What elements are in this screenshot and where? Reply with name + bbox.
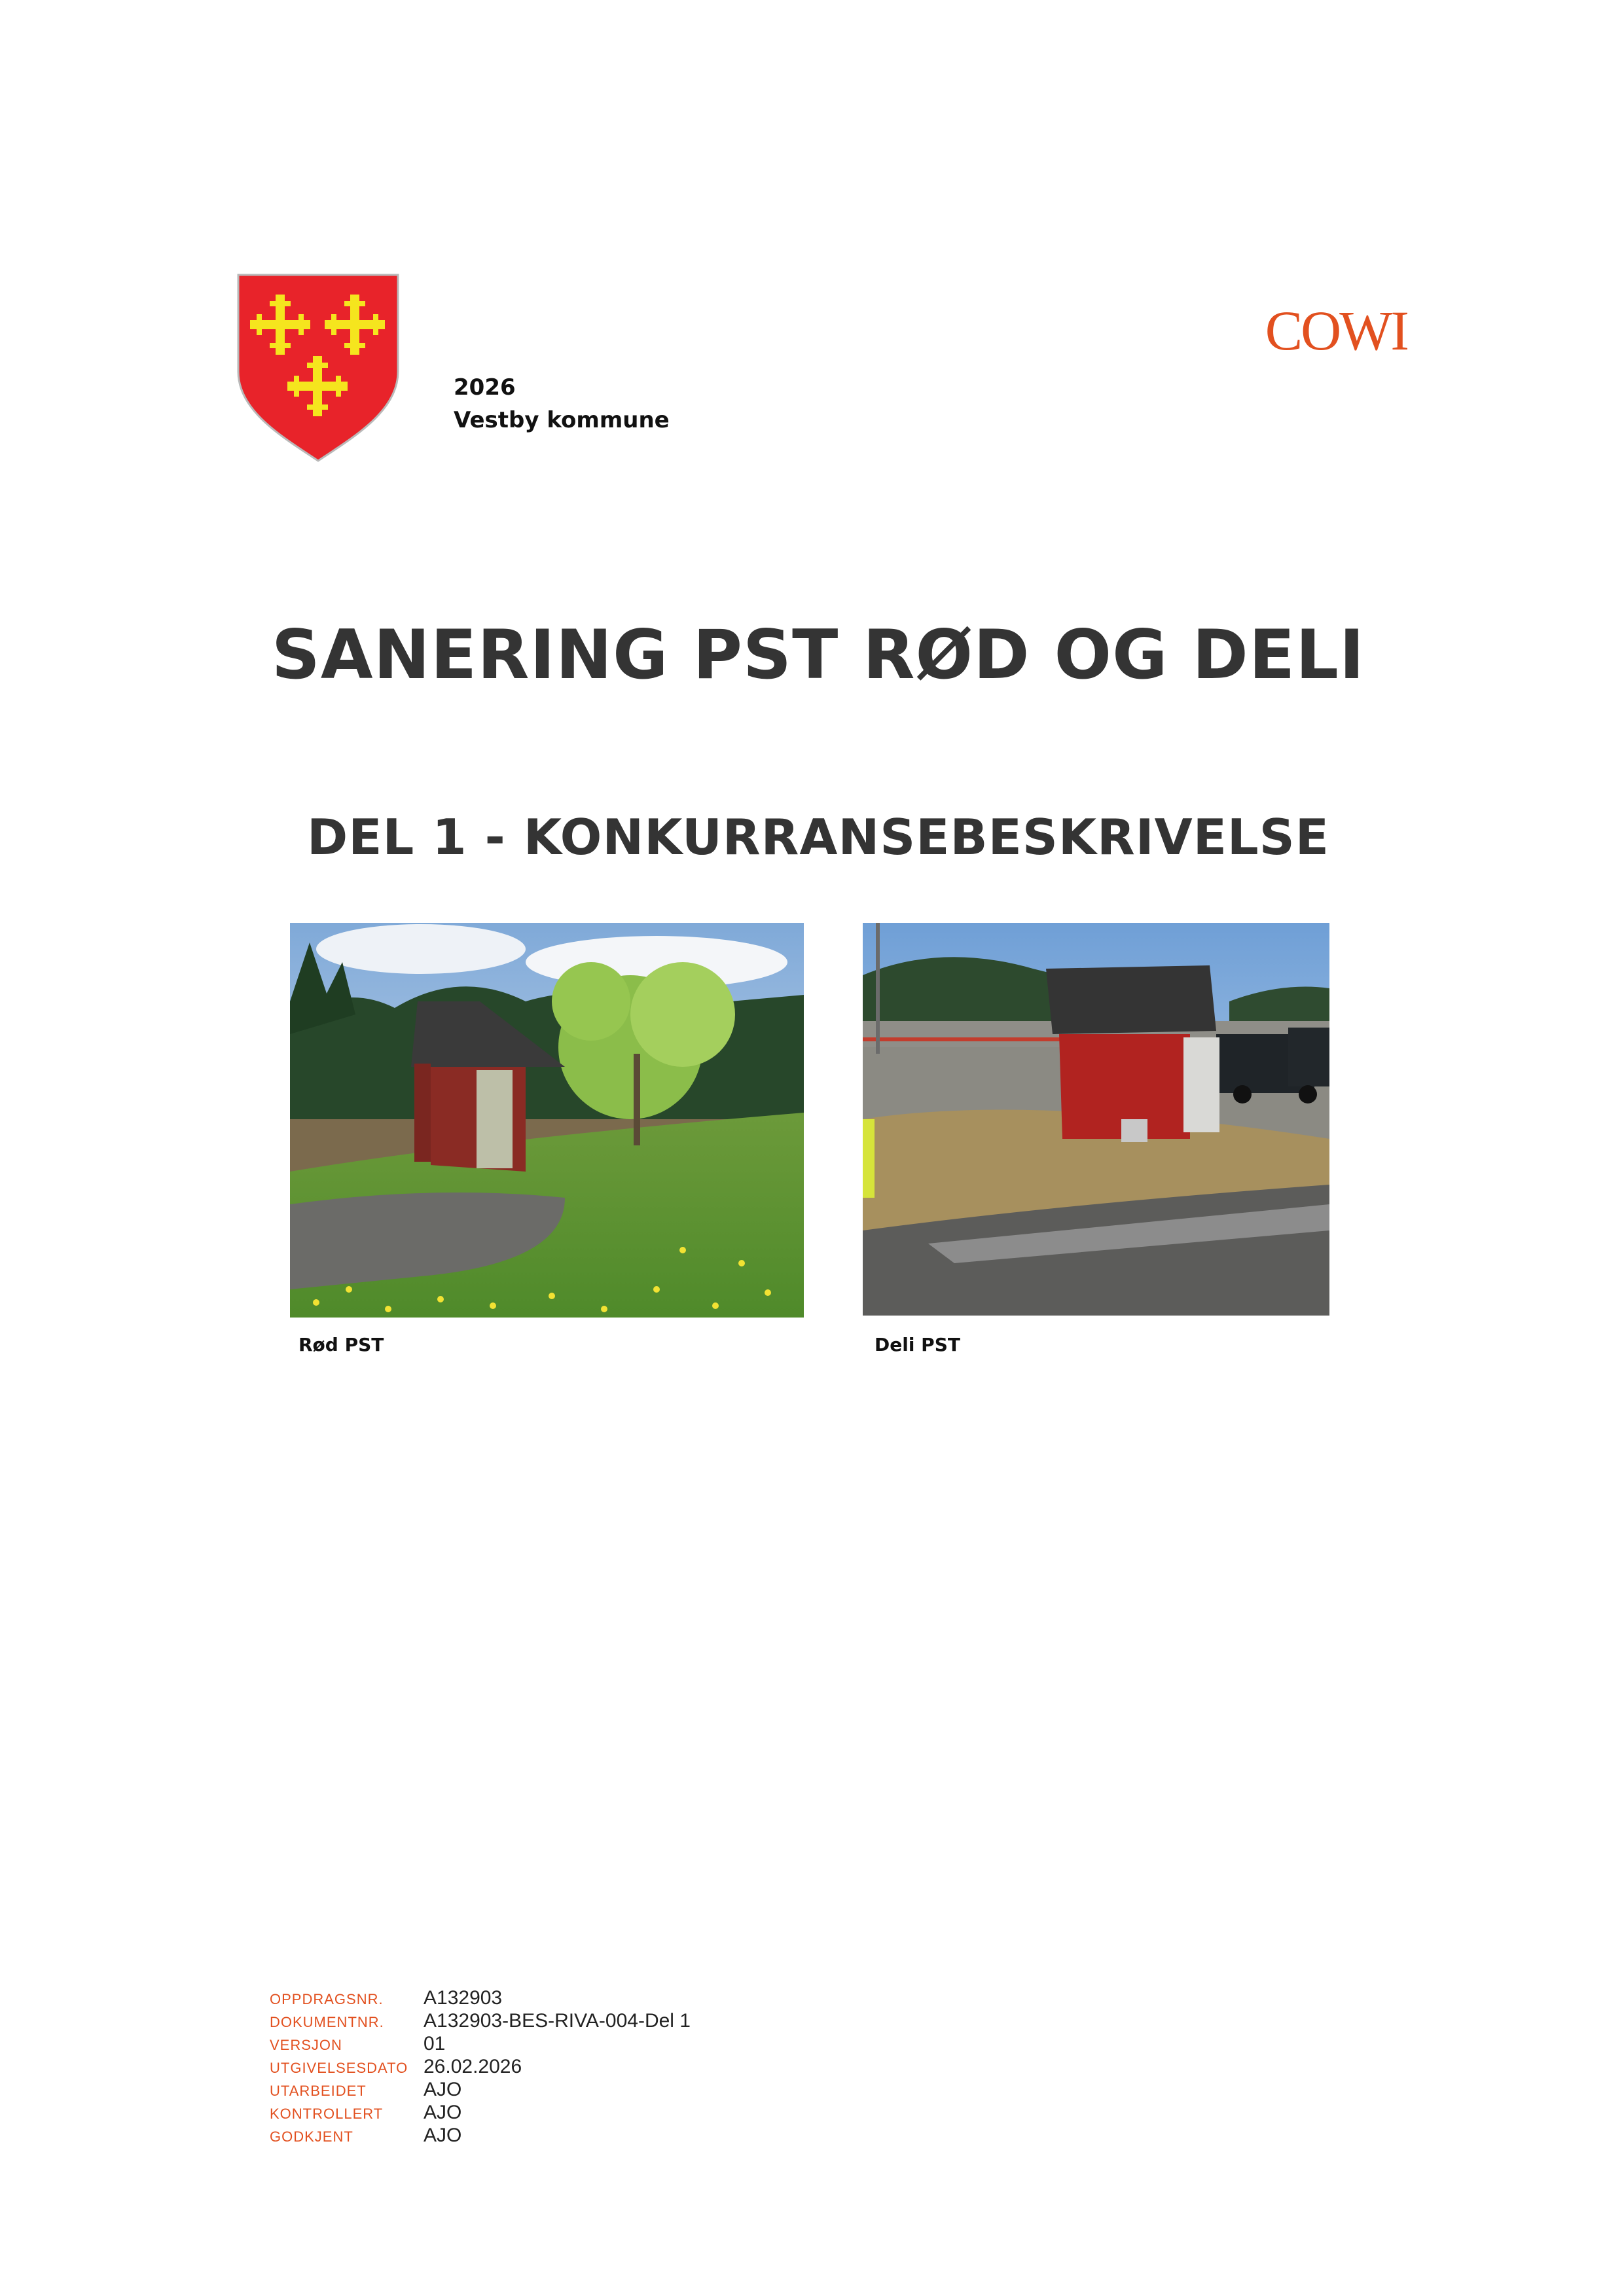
meta-value: A132903-BES-RIVA-004-Del 1	[424, 2010, 691, 2032]
meta-value: A132903	[424, 1987, 503, 2009]
meta-label: UTGIVELSESDATO	[270, 2060, 408, 2076]
deli-pst-photo	[863, 923, 1329, 1316]
deli-pst-caption: Deli PST	[875, 1334, 960, 1355]
rod-pst-photo	[290, 923, 804, 1318]
document-title: SANERING PST RØD OG DELI	[271, 616, 1365, 694]
meta-value: 26.02.2026	[424, 2056, 522, 2077]
document-year: 2026	[454, 374, 516, 401]
municipality-name: Vestby kommune	[454, 407, 670, 433]
meta-label: KONTROLLERT	[270, 2106, 384, 2122]
cowi-logo: COWI	[1265, 299, 1407, 362]
meta-value: AJO	[424, 2102, 462, 2123]
meta-label: GODKJENT	[270, 2128, 353, 2145]
meta-value: AJO	[424, 2079, 462, 2100]
meta-label: VERSJON	[270, 2037, 342, 2053]
vestby-coat-of-arms-icon	[236, 274, 401, 462]
meta-label: UTARBEIDET	[270, 2083, 367, 2099]
meta-label: OPPDRAGSNR.	[270, 1991, 384, 2007]
rod-pst-caption: Rød PST	[298, 1334, 384, 1355]
meta-value: 01	[424, 2033, 446, 2054]
document-subtitle: DEL 1 - KONKURRANSEBESKRIVELSE	[307, 808, 1329, 866]
meta-label: DOKUMENTNR.	[270, 2014, 384, 2030]
meta-value: AJO	[424, 2125, 462, 2146]
